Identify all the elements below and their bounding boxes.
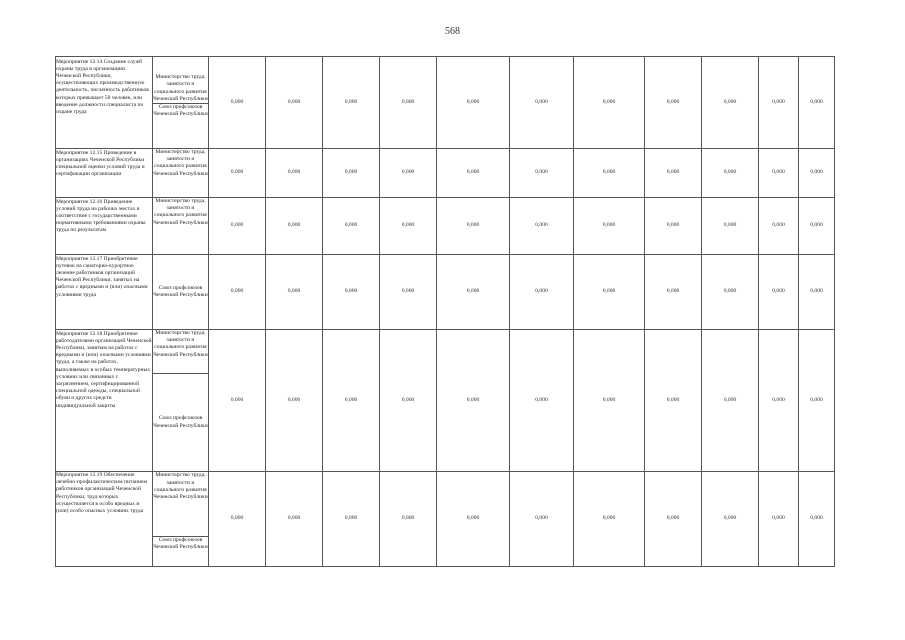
value-cell: 0,000 — [759, 330, 799, 472]
value-cell: 0,000 — [799, 330, 835, 472]
measure-name-cell — [56, 472, 153, 567]
measure-name: Мероприятие 12.15 Проведение в организациях Чеченской Республики специальной оценки условий труда и сертификации организации — [56, 149, 145, 178]
value-cell: 0,000 — [702, 57, 759, 149]
value-cell: 0,000 — [799, 57, 835, 149]
table-row — [56, 198, 835, 255]
value-cell: 0,000 — [437, 198, 510, 255]
executor-name: Союз профсоюзов Чеченской Республики — [153, 104, 208, 118]
value-cell: 0,000 — [209, 149, 266, 198]
executor-name: Союз профсоюзов Чеченской Республики — [153, 284, 208, 298]
measure-name-cell — [56, 255, 153, 330]
value-cell: 0,000 — [645, 472, 702, 567]
value-cell: 0,000 — [574, 57, 645, 149]
value-cell: 0,000 — [574, 198, 645, 255]
table-row — [56, 57, 835, 104]
value-cell: 0,000 — [323, 149, 380, 198]
value-cell: 0,000 — [323, 255, 380, 330]
value-cell: 0,000 — [702, 330, 759, 472]
value-cell: 0,000 — [380, 330, 437, 472]
value-cell: 0,000 — [574, 149, 645, 198]
executor-cell — [153, 149, 209, 198]
value-cell: 0,000 — [799, 149, 835, 198]
measure-name: Мероприятие 12.14 Создание служб охраны труда в организациях Чеченской Республики, осуществляющих производственную деятельность, численность работников которых превышает 50 человек, или введение должности специалиста по охране труда — [56, 58, 149, 115]
value-cell: 0,000 — [574, 472, 645, 567]
value-cell: 0,000 — [574, 255, 645, 330]
value-cell: 0,000 — [437, 330, 510, 472]
value-cell: 0,000 — [510, 330, 574, 472]
value-cell: 0,000 — [645, 149, 702, 198]
value-cell: 0,000 — [266, 149, 323, 198]
value-cell: 0,000 — [645, 255, 702, 330]
value-cell: 0,000 — [510, 57, 574, 149]
measure-name: Мероприятие 12.19 Обеспечение лечебно-профилактическим питанием работников организаций Чеченской Республики, труд которых осуществляется в особо вредных и (или) особо опасных условиях труда — [56, 472, 148, 515]
value-cell: 0,000 — [209, 330, 266, 472]
executor-cell — [153, 472, 209, 537]
table-row — [56, 472, 835, 537]
value-cell: 0,000 — [510, 149, 574, 198]
value-cell: 0,000 — [702, 472, 759, 567]
value-cell: 0,000 — [759, 57, 799, 149]
executor-name: Союз профсоюзов Чеченской Республики — [153, 536, 208, 551]
value-cell: 0,000 — [380, 57, 437, 149]
measure-name: Мероприятие 12.17 Приобретение путевок на санаторно-курортное лечение работников организаций Чеченской Республики, занятых на работах с вредными и (или) опасными условиями труда — [56, 255, 148, 298]
value-cell: 0,000 — [702, 198, 759, 255]
value-cell: 0,000 — [510, 472, 574, 567]
value-cell: 0,000 — [266, 198, 323, 255]
value-cell: 0,000 — [380, 472, 437, 567]
table-row — [56, 149, 835, 198]
page-number: 568 — [445, 26, 460, 37]
value-cell: 0,000 — [702, 149, 759, 198]
value-cell: 0,000 — [266, 255, 323, 330]
value-cell: 0,000 — [209, 198, 266, 255]
value-cell: 0,000 — [323, 57, 380, 149]
executor-cell — [153, 536, 209, 566]
measure-name-cell — [56, 330, 153, 472]
value-cell: 0,000 — [266, 472, 323, 567]
executor-name: Министерство труда, занятости и социального развития Чеченской Республики — [153, 74, 208, 102]
measures-table — [55, 56, 835, 567]
executor-name: Министерство труда, занятости и социального развития Чеченской Республики — [153, 472, 208, 500]
value-cell: 0,000 — [266, 57, 323, 149]
value-cell: 0,000 — [437, 149, 510, 198]
executor-name: Министерство труда, занятости и социального развития Чеченской Республики — [153, 149, 208, 177]
value-cell: 0,000 — [323, 472, 380, 567]
value-cell: 0,000 — [759, 255, 799, 330]
executor-name: Союз профсоюзов Чеченской Республики — [153, 415, 208, 429]
table-row — [56, 330, 835, 374]
executor-cell — [153, 374, 209, 472]
value-cell: 0,000 — [702, 255, 759, 330]
value-cell: 0,000 — [209, 255, 266, 330]
value-cell: 0,000 — [759, 198, 799, 255]
value-cell: 0,000 — [799, 472, 835, 567]
executor-cell — [153, 330, 209, 374]
value-cell: 0,000 — [799, 255, 835, 330]
value-cell: 0,000 — [759, 472, 799, 567]
executor-name: Министерство труда, занятости и социального развития Чеченской Республики — [153, 198, 208, 226]
value-cell: 0,000 — [209, 57, 266, 149]
measure-name-cell — [56, 149, 153, 198]
executor-cell — [153, 57, 209, 104]
value-cell: 0,000 — [759, 149, 799, 198]
value-cell: 0,000 — [266, 330, 323, 472]
executor-name: Министерство труда, занятости и социального развития Чеченской Республики — [153, 330, 208, 358]
value-cell: 0,000 — [380, 149, 437, 198]
value-cell: 0,000 — [645, 198, 702, 255]
value-cell: 0,000 — [510, 255, 574, 330]
value-cell: 0,000 — [209, 472, 266, 567]
value-cell: 0,000 — [380, 255, 437, 330]
value-cell: 0,000 — [574, 330, 645, 472]
executor-cell — [153, 104, 209, 149]
value-cell: 0,000 — [645, 330, 702, 472]
executor-cell — [153, 255, 209, 330]
value-cell: 0,000 — [645, 57, 702, 149]
value-cell: 0,000 — [437, 472, 510, 567]
value-cell: 0,000 — [323, 198, 380, 255]
measure-name-cell — [56, 57, 153, 149]
measure-name: Мероприятие 12.18 Приобретение работодателями организаций Чеченской Республики, занятым на работах с вредными и (или) опасными условиями труда, а также на работах, выполняемых в особых температурных условиях или связанных с загрязнением, сертифицированной специальной одежды, специальной обуви и других средств индивидуальной защиты — [56, 330, 152, 409]
table-row — [56, 255, 835, 330]
executor-cell — [153, 198, 209, 255]
value-cell: 0,000 — [380, 198, 437, 255]
value-cell: 0,000 — [799, 198, 835, 255]
value-cell: 0,000 — [323, 330, 380, 472]
value-cell: 0,000 — [437, 57, 510, 149]
value-cell: 0,000 — [437, 255, 510, 330]
measure-name: Мероприятие 12.16 Приведение условий труда на рабочих местах в соответствие с государственными нормативными требованиями охраны труда по результатам — [56, 198, 146, 234]
measure-name-cell — [56, 198, 153, 255]
value-cell: 0,000 — [510, 198, 574, 255]
